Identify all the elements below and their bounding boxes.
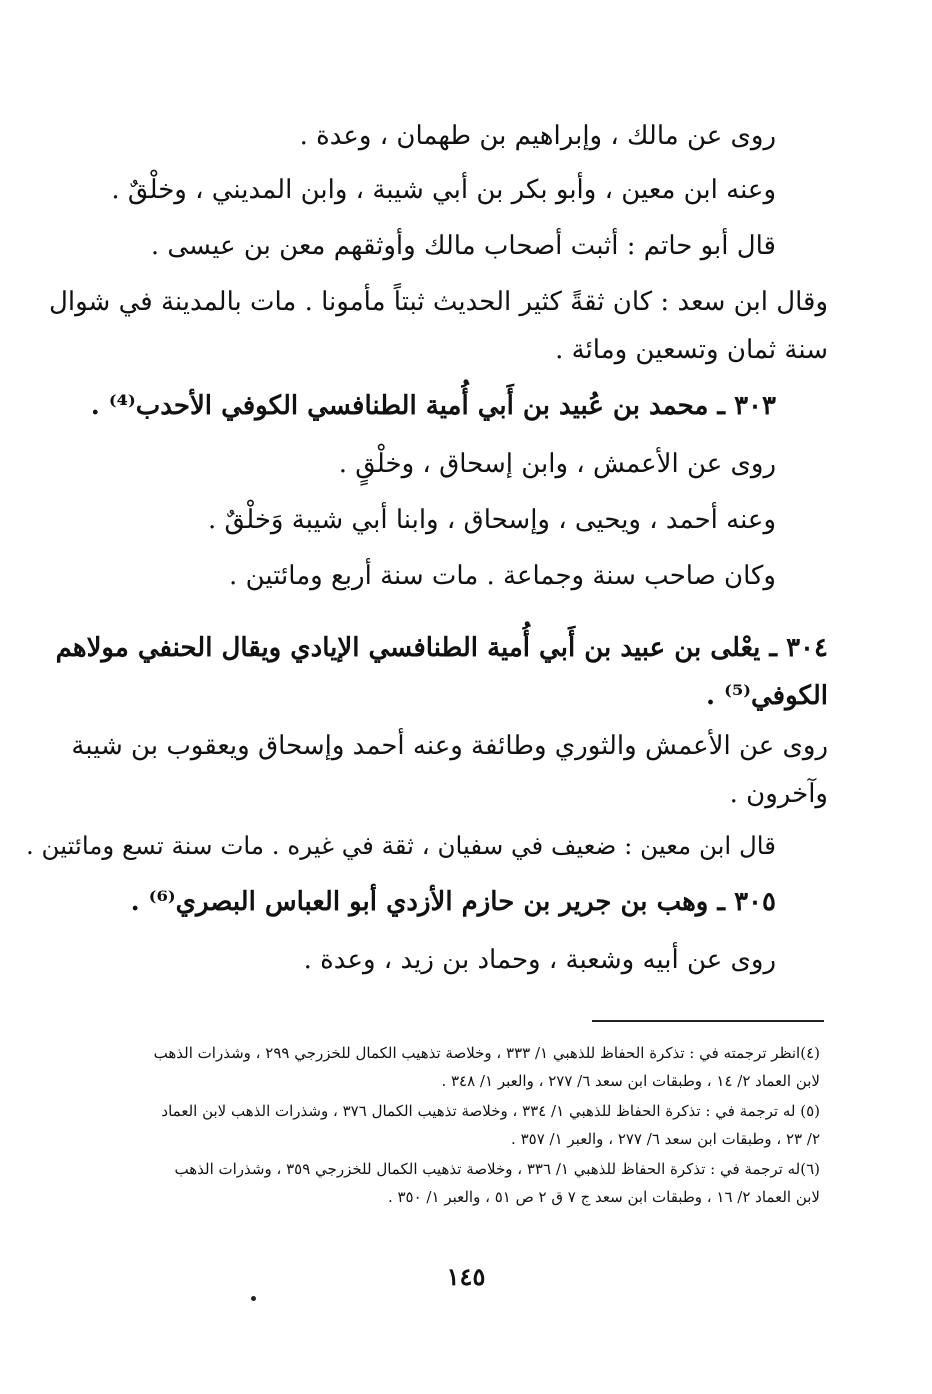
body-line: وآخرون . [729,779,828,809]
entry-heading-304: ٣٠٤ ـ يعْلى بن عبيد بن أَبي أُمية الطنافسي الإيادي ويقال الحنفي مولاهم [55,633,828,663]
body-line: قال ابن معين : ضعيف في سفيان ، ثقة في غيره . مات سنة تسع ومائتين . [25,831,776,860]
body-line: روى عن الأعمش ، وابن إسحاق ، وخلْقٍ . [338,449,776,479]
footnote-line: (٥) له ترجمة في : تذكرة الحفاظ للذهبي ١/ ٣٣٤ ، وخلاصة تذهيب الكمال ٣٧٦ ، وشذرات الذهب لابن العماد [161,1102,820,1120]
body-line: روى عن مالك ، وإبراهيم بن طهمان ، وعدة . [299,121,776,151]
body-line: روى عن أبيه وشعبة ، وحماد بن زيد ، وعدة . [303,945,776,975]
entry-heading-303: ٣٠٣ ـ محمد بن عُبيد بن أَبي أُمية الطنافسي الكوفي الأحدب⁽⁴⁾ . [90,391,776,421]
footnote-separator [592,1020,824,1022]
body-line: قال أبو حاتم : أثبت أصحاب مالك وأوثقهم معن بن عيسى . [150,231,776,261]
footnote-line: لابن العماد ٢/ ١٤ ، وطبقات ابن سعد ٦/ ٢٧٧ ، والعبر ١/ ٣٤٨ . [441,1072,820,1090]
footnote-line: (٦)له ترجمة في : تذكرة الحفاظ للذهبي ١/ ٣٣٦ ، وخلاصة تذهيب الكمال للخزرجي ٣٥٩ ، وشذرات الذهب [174,1160,820,1178]
page-number: ١٤٥ [446,1262,486,1291]
entry-heading-304-cont: الكوفي⁽⁵⁾ . [705,681,828,711]
footnote-line: (٤)انظر ترجمته في : تذكرة الحفاظ للذهبي ١/ ٣٣٣ ، وخلاصة تذهيب الكمال للخزرجي ٢٩٩ ، وشذرات الذهب [153,1044,820,1062]
print-speck [251,1296,256,1301]
body-line: روى عن الأعمش والثوري وطائفة وعنه أحمد وإسحاق ويعقوب بن شيبة [71,731,828,761]
body-line: وعنه أحمد ، ويحيى ، وإسحاق ، وابنا أبي شيبة وَخلْقٌ . [208,505,776,535]
entry-heading-305: ٣٠٥ ـ وهب بن جرير بن حازم الأزدي أبو العباس البصري⁽⁶⁾ . [130,887,776,917]
body-line: وقال ابن سعد : كان ثقةً كثير الحديث ثبتاً مأمونا . مات بالمدينة في شوال [49,287,828,317]
footnote-line: لابن العماد ٢/ ١٦ ، وطبقات ابن سعد ج ٧ ق ٢ ص ٥١ ، والعبر ١/ ٣٥٠ . [387,1188,820,1206]
body-line: سنة ثمان وتسعين ومائة . [555,335,828,365]
footnote-line: ٢/ ٢٣ ، وطبقات ابن سعد ٦/ ٢٧٧ ، والعبر ١/ ٣٥٧ . [511,1130,820,1148]
body-line: وعنه ابن معين ، وأبو بكر بن أبي شيبة ، وابن المديني ، وخلْقٌ . [111,175,776,205]
body-line: وكان صاحب سنة وجماعة . مات سنة أربع ومائتين . [229,561,776,591]
